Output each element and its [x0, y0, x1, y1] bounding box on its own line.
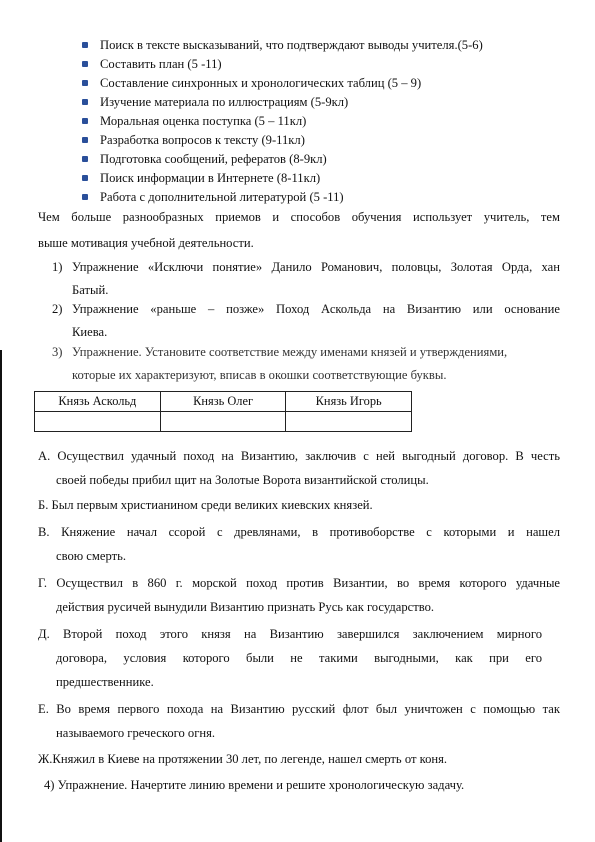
- table-row: [35, 392, 412, 412]
- list-item: Составить план (5 -11): [82, 55, 552, 74]
- list-item: Подготовка сообщений, рефератов (8-9кл): [82, 150, 552, 169]
- list-item: Поиск в тексте высказываний, что подтверждают выводы учителя.(5-6): [82, 36, 552, 55]
- bullet-square-icon: [82, 156, 88, 162]
- method-list: [82, 36, 552, 207]
- header-cell-igor: Князь Игорь: [286, 392, 412, 412]
- bullet-square-icon: [82, 42, 88, 48]
- option-e: Е. Во время первого похода на Византию русский флот был уничтожен с помощью так называемого греческого огня.: [38, 702, 560, 740]
- intro-paragraph: Чем больше разнообразных приемов и способов обучения использует учитель, тем выше мотивация учебной деятельности.: [38, 210, 560, 250]
- page-margin-rule: [0, 350, 2, 842]
- list-item: Разработка вопросов к тексту (9-11кл): [82, 131, 552, 150]
- list-item: Моральная оценка поступка (5 – 11кл): [82, 112, 552, 131]
- answer-cell-oleg[interactable]: [160, 412, 286, 432]
- answer-cell-igor[interactable]: [286, 412, 412, 432]
- bullet-square-icon: [82, 61, 88, 67]
- list-item: Работа с дополнительной литературой (5 -11): [82, 188, 552, 207]
- option-g: Г. Осуществил в 860 г. морской поход против Византии, во время которого удачные действия русичей вынудили Византию признать Русь как государство.: [38, 576, 560, 614]
- exercise-4: 4) Упражнение. Начертите линию времени и решите хронологическую задачу.: [44, 778, 465, 792]
- table-row: [35, 412, 412, 432]
- list-item: Составление синхронных и хронологических таблиц (5 – 9): [82, 74, 552, 93]
- option-zh: Ж.Княжил в Киеве на протяжении 30 лет, по легенде, нашел смерть от коня.: [38, 752, 448, 766]
- header-cell-oleg: Князь Олег: [160, 392, 286, 412]
- bullet-square-icon: [82, 194, 88, 200]
- bullet-square-icon: [82, 137, 88, 143]
- header-cell-askold: Князь Аскольд: [35, 392, 161, 412]
- list-item: Поиск информации в Интернете (8-11кл): [82, 169, 552, 188]
- prince-match-table: [34, 391, 412, 432]
- bullet-square-icon: [82, 175, 88, 181]
- option-a: А. Осуществил удачный поход на Византию, заключив с ней выгодный договор. В честь своей победы прибил щит на Золотые Ворота византийской столицы.: [38, 449, 560, 487]
- option-b: Б. Был первым христианином среди великих киевских князей.: [38, 498, 373, 512]
- bullet-square-icon: [82, 118, 88, 124]
- bullet-square-icon: [82, 80, 88, 86]
- document-page: Поиск в тексте высказываний, что подтверждают выводы учителя.(5-6) Составить план (5 -11) Составление синхронных и хронологических таблиц (5 – 9) Изучение материала по иллюстрациям (5-9кл) Моральная оценка поступка (5 – 11кл) Разработка вопросов к тексту (9-11кл) Подготовка сообщений, рефератов (8-9кл) Поиск информации в Интернете (8-11кл) Работа с дополнительной литературой (5 -11) Чем больше разнообразных приемов и способов обучения использует учитель, тем выше мотивация учебной деятельности. 1) Упражнение «Исключи понятие» Данило Романович, половцы, Золотая Орда, хан Батый. 2) Упражнение «раньше – позже» Поход Аскольда на Византию или основание Киева. 3) Упражнение. Установите соответствие между именами князей и утверждениями, которые их характеризуют, вписав в окошки соответствующие буквы. Князь Аскольд Князь Олег Князь Игорь А. Осуществил удачный поход на Византию, заключив с ней выгодный договор. В честь своей победы прибил щит на Золотые Ворота византийской столицы. Б. Был первым христианином среди великих киевских князей. В. Княжение начал ссорой с древлянами, в противоборстве с которыми и нашел свою смерть. Г. Осуществил в 860 г. морской поход против Византии, во время которого удачные действия русичей вынудили Византию признать Русь как государство. Д. Второй поход этого князя на Византию завершился заключением мирного договора, условия которого были не такими выгодными, как при его предшественнике. Е. Во время первого похода на Византию русский флот был уничтожен с помощью так называемого греческого огня. Ж.Княжил в Киеве на протяжении 30 лет, по легенде, нашел смерть от коня. 4) Упражнение. Начертите линию времени и решите хронологическую задачу.: [0, 0, 595, 842]
- option-d: Д. Второй поход этого князя на Византию завершился заключением мирного договора, условия которого были не такими выгодными, как при его предшественнике.: [38, 627, 542, 689]
- bullet-square-icon: [82, 99, 88, 105]
- option-v: В. Княжение начал ссорой с древлянами, в противоборстве с которыми и нашел свою смерть.: [38, 525, 560, 563]
- list-item: Изучение материала по иллюстрациям (5-9кл): [82, 93, 552, 112]
- answer-cell-askold[interactable]: [35, 412, 161, 432]
